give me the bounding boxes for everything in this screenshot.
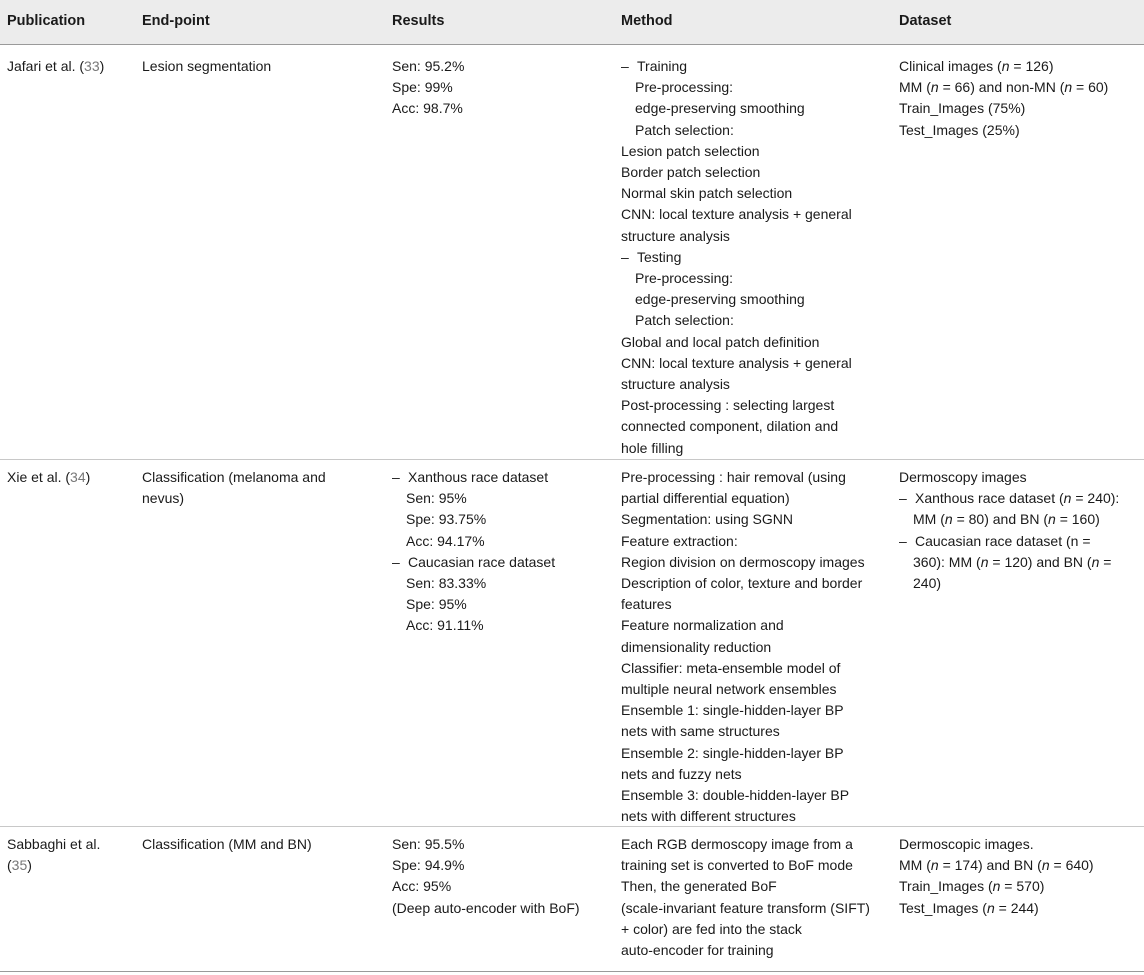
row3-results: Sen: 95.5% Spe: 94.9% Acc: 95% (Deep auto-encoder with BoF) <box>392 836 580 916</box>
header-results: Results <box>392 13 445 29</box>
header-endpoint: End-point <box>142 13 210 29</box>
row1-endpoint: Lesion segmentation <box>142 58 272 74</box>
row2-dataset: Dermoscopy images – Xanthous race dataset (n = 240): MM (n = 80) and BN (n = 160) – Caucasian race dataset (n = 360): MM (n = 120) and BN (n = 240) <box>899 469 1120 592</box>
header-rule <box>0 44 1144 45</box>
row3-publication: Sabbaghi et al. (35) <box>7 836 101 874</box>
row1-dataset: Clinical images (n = 126) MM (n = 66) and non-MN (n = 60) Train_Images (75%) Test_Images (25%) <box>899 58 1109 138</box>
reference-link[interactable]: 33 <box>84 58 100 74</box>
header-method: Method <box>621 13 673 29</box>
row1-results: Sen: 95.2% Spe: 99% Acc: 98.7% <box>392 58 465 117</box>
reference-link[interactable]: 35 <box>11 857 28 874</box>
row2-endpoint: Classification (melanoma and nevus) <box>142 469 326 507</box>
row-divider <box>0 826 1144 827</box>
row1-publication: Jafari et al. (33) <box>7 58 105 74</box>
header-dataset: Dataset <box>899 13 952 29</box>
reference-link[interactable]: 34 <box>70 469 86 485</box>
row1-method: – Training Pre-processing: edge-preserving smoothing Patch selection: Lesion patch selection Border patch selection Normal skin patch selection CNN: local texture analysis + general structure analysis – Testing Pre-processing: edge-preserving smoothing Patch selection: Global and local patch definition CNN: local texture analysis + general structure analysis Post-processing : selecting largest connected component, dilation and hole filling <box>621 58 852 456</box>
row2-method: Pre-processing : hair removal (using partial differential equation) Segmentation: using SGNN Feature extraction: Region division on dermoscopy images Description of color, texture and border features Feature normalization and dimensionality reduction Classifier: meta-ensemble model of multiple neural network ensembles Ensemble 1: single-hidden-layer BP nets with same structures Ensemble 2: single-hidden-layer BP nets and fuzzy nets Ensemble 3: double-hidden-layer BP nets with different structures <box>621 469 865 825</box>
bottom-rule <box>0 971 1144 972</box>
row3-method: Each RGB dermoscopy image from a training set is converted to BoF mode Then, the generated BoF (scale-invariant feature transform (SIFT) + color) are fed into the stack auto-encoder for training <box>621 836 870 959</box>
row3-dataset: Dermoscopic images. MM (n = 174) and BN (n = 640) Train_Images (n = 570) Test_Images (n = 244) <box>899 836 1094 916</box>
header-publication: Publication <box>7 13 86 29</box>
row-divider <box>0 459 1144 460</box>
row3-endpoint: Classification (MM and BN) <box>142 836 312 852</box>
row2-results: – Xanthous race dataset Sen: 95% Spe: 93.75% Acc: 94.17% – Caucasian race dataset Sen: 83.33% Spe: 95% Acc: 91.11% <box>392 469 556 634</box>
row2-publication: Xie et al. (34) <box>7 469 91 485</box>
